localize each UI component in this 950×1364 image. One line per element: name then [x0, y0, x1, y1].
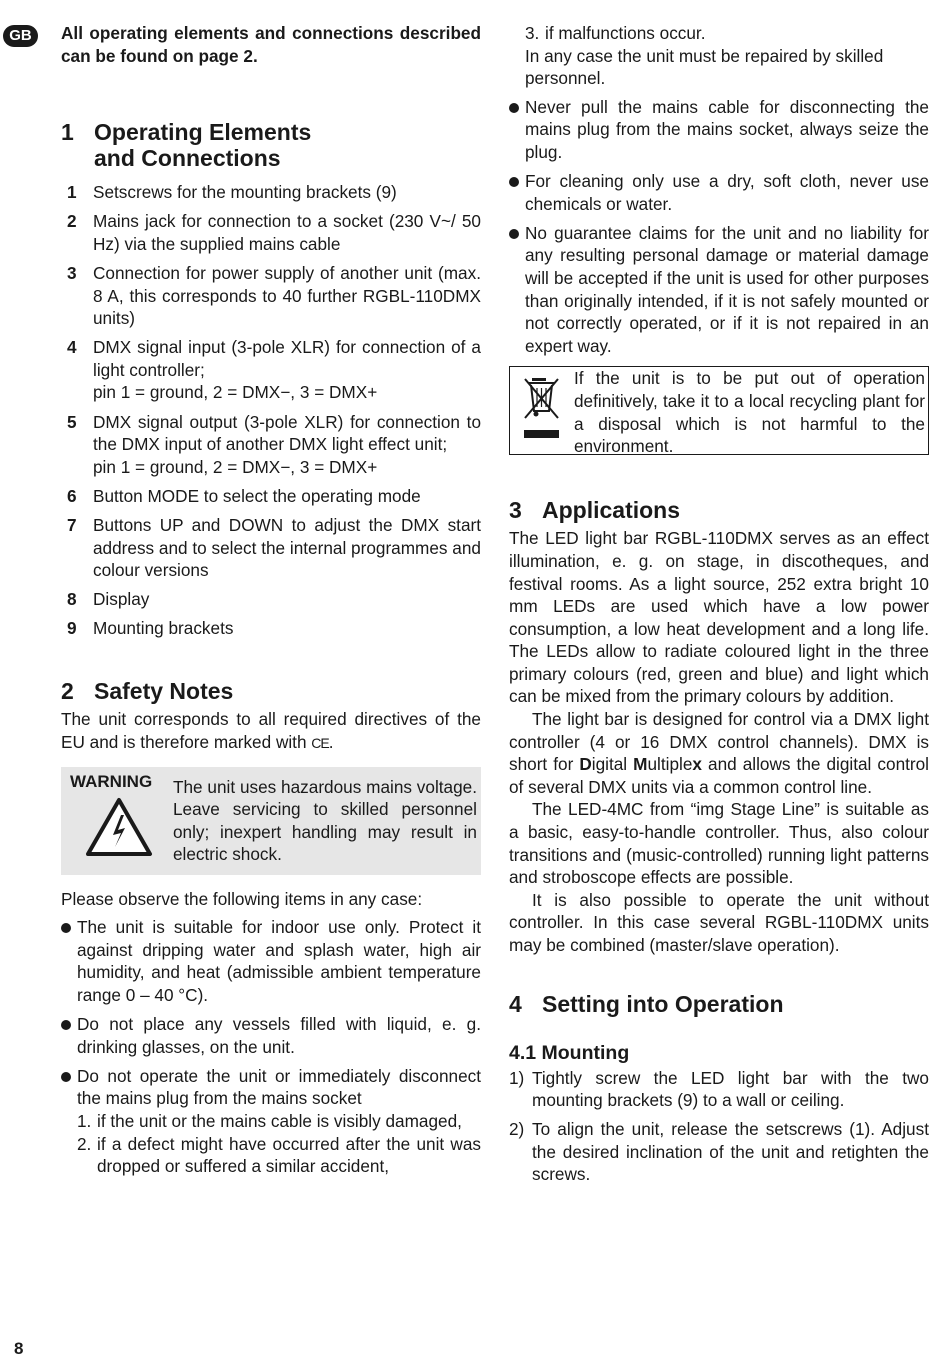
- right-column: [509, 22, 929, 1193]
- observe-text: Please observe the following items in any case:: [61, 888, 423, 909]
- section-title-line1: Operating Elements: [94, 119, 312, 146]
- high-voltage-warning-icon: [85, 797, 153, 857]
- list-item: 4 DMX signal input (3-pole XLR) for connection of a light controller; pin 1 = ground, 2 = DMX−, 3 = DMX+: [67, 337, 481, 403]
- list-item: 1 Setscrews for the mounting brackets (9): [67, 182, 397, 203]
- applications-paragraph-3: The LED-4MC from “img Stage Line” is suitable as a basic, easy-to-handle controller. Thus, also colour transitions and (music-controlled) running light patterns and stroboscope effects are possible.: [509, 799, 929, 888]
- list-item: 5 DMX signal output (3-pole XLR) for connection to the DMX input of another DMX light effect unit; pin 1 = ground, 2 = DMX−, 3 = DMX+: [67, 411, 481, 477]
- applications-paragraph-1: The LED light bar RGBL-110DMX serves as an effect illumination, e. g. on stage, in discotheques, and festival rooms. As a light source, 252 extra bright 10 mm LEDs are used which have a low power consumption, a low heat development and a long life. The LEDs allow to radiate coloured light in the three primary colours (red, green and blue) and light which can be mixed from the primary colours by addition.: [509, 528, 929, 707]
- page-number: 8: [14, 1339, 24, 1358]
- list-item: The unit is suitable for indoor use only. Protect it against dripping water and splash water, high air humidity, and heat (admissible ambient temperature range 0 – 40 °C).: [61, 916, 481, 1006]
- sub-item: 1. if the unit or the mains cable is visibly damaged,: [77, 1110, 462, 1131]
- section-title-line2: and Connections: [94, 145, 281, 172]
- bullet-icon: [61, 1072, 71, 1082]
- bullet-icon: [509, 177, 519, 187]
- operating-elements-list: [67, 181, 481, 640]
- bullet-icon: [61, 923, 71, 933]
- safety-bullets-left: [61, 916, 481, 1178]
- ce-paragraph: The unit corresponds to all required directives of the EU and is therefore marked with CE.: [61, 709, 481, 752]
- list-item: 9 Mounting brackets: [67, 618, 234, 639]
- subsection-4-1-heading: 4.1 Mounting: [509, 1041, 630, 1064]
- list-item: 3 Connection for power supply of another unit (max. 8 A, this corresponds to 40 further RGBL-110DMX units): [67, 262, 481, 329]
- left-column: [61, 22, 481, 1178]
- sub-item: 2. if a defect might have occurred after the unit was dropped or suffered a similar accident,: [77, 1133, 481, 1177]
- section-1-heading: [61, 119, 481, 171]
- disposal-text: If the unit is to be put out of operation definitively, take it to a local recycling plant for a disposal which is not harmful to the environment.: [574, 368, 925, 457]
- list-item: Do not operate the unit or immediately disconnect the mains plug from the mains socket 1. if the unit or the mains cable is visibly damaged, 2. if a defect might have occurred after the unit was dropped or suffered a similar accident,: [61, 1065, 481, 1178]
- warning-box: [61, 767, 481, 875]
- list-item: 2) To align the unit, release the setscrews (1). Adjust the desired inclination of the unit and retighten the screws.: [509, 1119, 929, 1185]
- warning-text: The unit uses hazardous mains voltage. Leave servicing to skilled personnel only; inexpert handling may result in electric shock.: [173, 776, 477, 865]
- list-item: 1) Tightly screw the LED light bar with the two mounting brackets (9) to a wall or ceiling.: [509, 1067, 929, 1111]
- section-2-heading: 2 Safety Notes: [61, 678, 234, 705]
- disposal-box: [509, 366, 929, 455]
- list-item: Never pull the mains cable for disconnecting the mains plug from the mains socket, always seize the plug.: [509, 96, 929, 164]
- ce-mark: CE: [311, 734, 329, 751]
- bullet-icon: [509, 103, 519, 113]
- list-item: 8 Display: [67, 589, 150, 610]
- list-item: No guarantee claims for the unit and no liability for any resulting personal damage or material damage will be accepted if the unit is used for other purposes than originally intended, if it is not safely mounted or not correctly operated, or if it is not repaired in an expert way.: [509, 222, 929, 358]
- safety-bullets-right: [509, 96, 929, 358]
- list-item: Do not place any vessels filled with liquid, e. g. drinking glasses, on the unit.: [61, 1013, 481, 1058]
- section-3-heading: 3 Applications: [509, 497, 681, 524]
- list-item: 7 Buttons UP and DOWN to adjust the DMX start address and to select the internal programmes and colour versions: [67, 514, 481, 581]
- section-number: 1: [61, 119, 74, 146]
- language-badge: GB: [3, 25, 38, 47]
- section-4-heading: 4 Setting into Operation: [509, 990, 784, 1017]
- sub-item: 3. if malfunctions occur.: [525, 23, 706, 43]
- warning-label: WARNING: [70, 771, 153, 791]
- bullet-icon: [61, 1020, 71, 1030]
- applications-paragraph-2: The light bar is designed for control via a DMX light controller (4 or 16 DMX control channels). DMX is short for Digital Multiplex and allows the digital control of several DMX units via a common control line.: [509, 709, 930, 797]
- applications-paragraph-4: It is also possible to operate the unit without controller. In this case several RGBL-110DMX units may be combined (master/slave operation).: [509, 889, 929, 955]
- list-item: For cleaning only use a dry, soft cloth, never use chemicals or water.: [509, 170, 929, 215]
- mounting-steps: [509, 1067, 929, 1186]
- bullet-icon: [509, 229, 519, 239]
- crossed-out-wheelie-bin-icon: [522, 374, 562, 444]
- list-item: 2 Mains jack for connection to a socket (230 V~/ 50 Hz) via the supplied mains cable: [67, 211, 481, 254]
- repair-note: In any case the unit must be repaired by skilled personnel.: [525, 45, 884, 89]
- list-item: 6 Button MODE to select the operating mode: [67, 485, 421, 506]
- intro-note: All operating elements and connections described can be found on page 2.: [61, 23, 481, 66]
